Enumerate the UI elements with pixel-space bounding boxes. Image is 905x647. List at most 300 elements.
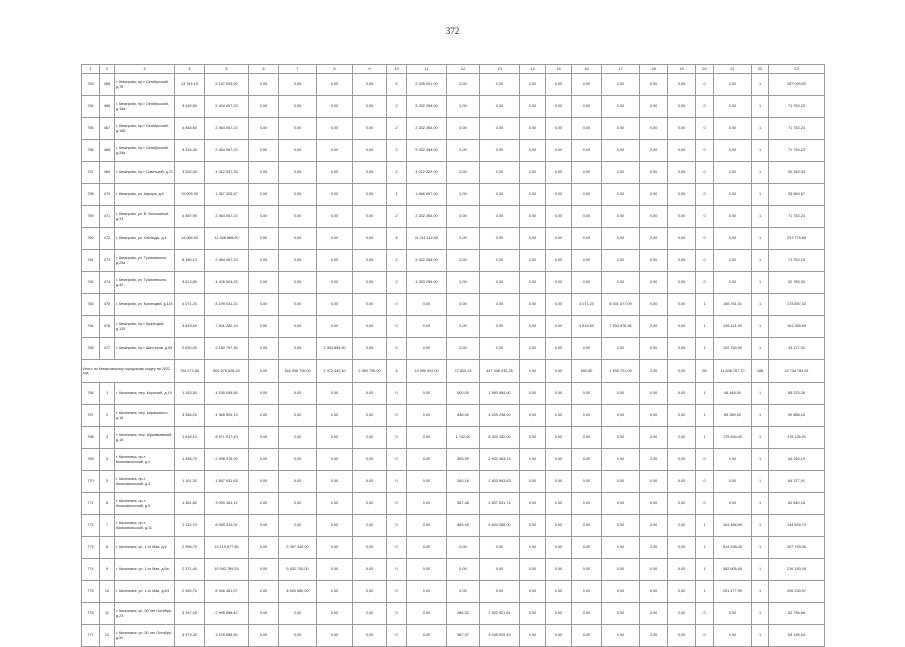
column-number-header: 6 xyxy=(249,65,279,74)
table-cell: 0 xyxy=(387,471,407,493)
table-cell: 0,00 xyxy=(546,316,572,338)
table-cell: 0,00 xyxy=(353,228,387,250)
table-cell: 3 090 181,12 xyxy=(205,493,249,515)
table-cell: 0,00 xyxy=(520,118,546,140)
table-cell: 56 xyxy=(696,360,714,383)
table-cell: 0,00 xyxy=(572,383,602,405)
table-cell: 5 xyxy=(387,74,407,96)
column-number-header: 18 xyxy=(640,65,668,74)
table-cell: 0,00 xyxy=(520,537,546,559)
table-cell: 0,00 xyxy=(520,184,546,206)
table-cell: 466 xyxy=(100,96,115,118)
table-cell: 1 xyxy=(696,338,714,360)
table-cell: 0,00 xyxy=(520,74,546,96)
table-cell: 0,00 xyxy=(249,140,279,162)
table-row xyxy=(82,74,825,96)
table-cell: 0 xyxy=(387,294,407,316)
table-cell: 470 xyxy=(100,184,115,206)
table-cell: 0,00 xyxy=(447,74,480,96)
table-cell: 0 xyxy=(387,581,407,603)
table-cell: 4 333 259,00 xyxy=(407,272,447,294)
column-number-header: 13 xyxy=(480,65,520,74)
table-cell: 0,00 xyxy=(602,272,640,294)
table-cell: 0,00 xyxy=(317,74,353,96)
table-cell: 836,00 xyxy=(447,405,480,427)
table-row xyxy=(82,537,825,559)
table-cell: 0,00 xyxy=(668,96,696,118)
total-label: Итого по Кемеровскому городскому округу на 2022 год xyxy=(82,360,175,383)
table-cell: 0,00 xyxy=(602,537,640,559)
table-cell: 0,00 xyxy=(572,118,602,140)
table-cell: 62 640,18 xyxy=(769,493,825,515)
table-cell: 0,00 xyxy=(480,140,520,162)
table-row xyxy=(82,118,825,140)
table-cell: 0,00 xyxy=(520,360,546,383)
table-cell: 64 377,91 xyxy=(769,471,825,493)
table-cell: 0,00 xyxy=(249,427,279,449)
table-cell: 4 071,20 xyxy=(572,294,602,316)
table-cell: 4 312 537,33 xyxy=(205,162,249,184)
table-cell: 593,99 xyxy=(447,449,480,471)
table-cell: 0,00 xyxy=(714,493,752,515)
table-cell: 0,00 xyxy=(640,581,668,603)
table-cell: 0,00 xyxy=(249,294,279,316)
table-cell: 2 054 859,90 xyxy=(317,338,353,360)
table-cell: 0,00 xyxy=(602,603,640,625)
table-cell: 11 648 767,70 xyxy=(714,360,752,383)
table-cell: 1 xyxy=(696,405,714,427)
table-cell: 0,00 xyxy=(572,206,602,228)
table-cell: 237 775,80 xyxy=(769,228,825,250)
address-cell: г. Киселевск, ул. 50 лет Октября, д.50 xyxy=(115,625,175,647)
table-cell: 0,00 xyxy=(520,603,546,625)
table-cell: 0,00 xyxy=(668,559,696,581)
table-cell: 7 xyxy=(100,515,115,537)
table-cell: 1 xyxy=(752,537,769,559)
table-cell: 0,00 xyxy=(602,493,640,515)
table-cell: 0,00 xyxy=(353,471,387,493)
table-cell: 2 354,70 xyxy=(175,581,205,603)
address-cell: г. Кемерово, ул. В. Волошиной, д.33 xyxy=(115,206,175,228)
table-cell: 0,00 xyxy=(546,603,572,625)
table-cell: 0,00 xyxy=(640,471,668,493)
table-cell: 0,00 xyxy=(249,515,279,537)
table-cell: 0,00 xyxy=(353,427,387,449)
table-cell: 8 946 461,07 xyxy=(205,581,249,603)
table-cell: 0,00 xyxy=(353,118,387,140)
table-cell: 65 289,00 xyxy=(714,405,752,427)
table-cell: 0,00 xyxy=(353,206,387,228)
address-cell: г. Киселевск, пр-т Комсомольский, д.11 xyxy=(115,515,175,537)
table-cell: 0,00 xyxy=(407,537,447,559)
table-cell: 0 xyxy=(387,338,407,360)
table-cell: 0,00 xyxy=(640,228,668,250)
table-cell: 0,00 xyxy=(546,625,572,647)
table-cell: 0,00 xyxy=(279,603,317,625)
table-cell: 0,00 xyxy=(668,338,696,360)
table-cell: 767 xyxy=(82,405,100,427)
table-cell: 8 671 917,43 xyxy=(205,427,249,449)
address-cell: г. Кемерово, пр-т Октябрьский, д.28а xyxy=(115,140,175,162)
table-cell: 0,00 xyxy=(714,625,752,647)
table-cell: 0 xyxy=(696,206,714,228)
table-cell: 0,00 xyxy=(447,228,480,250)
table-cell: 0,00 xyxy=(572,228,602,250)
table-cell: 0,00 xyxy=(317,449,353,471)
table-cell: 467 xyxy=(100,118,115,140)
table-cell: 5 332 354,00 xyxy=(407,140,447,162)
table-cell: 35 569,67 xyxy=(769,184,825,206)
table-cell: 2 xyxy=(387,206,407,228)
table-cell: 0,00 xyxy=(279,140,317,162)
table-cell: 0,00 xyxy=(520,272,546,294)
table-cell: 8 031 477,09 xyxy=(602,294,640,316)
table-cell: 0,00 xyxy=(668,515,696,537)
table-cell: 0,00 xyxy=(353,383,387,405)
table-cell: 19 990 002,00 xyxy=(407,360,447,383)
table-cell: 9 252,30 xyxy=(175,162,205,184)
table-cell: 0,00 xyxy=(640,427,668,449)
table-cell: 0 xyxy=(387,405,407,427)
table-cell: 0,00 xyxy=(572,427,602,449)
table-cell: 1 xyxy=(752,96,769,118)
table-cell: 46 448,00 xyxy=(714,383,752,405)
table-cell: 0,00 xyxy=(317,625,353,647)
table-cell: 0,00 xyxy=(546,449,572,471)
table-cell: 0,00 xyxy=(249,537,279,559)
table-cell: 0,00 xyxy=(668,537,696,559)
table-cell: 0,00 xyxy=(714,250,752,272)
table-cell: 0,00 xyxy=(572,162,602,184)
column-number-header: 15 xyxy=(546,65,572,74)
table-cell: 0,00 xyxy=(480,581,520,603)
table-cell: 0,00 xyxy=(249,228,279,250)
table-cell: 6 xyxy=(100,493,115,515)
table-body xyxy=(82,65,825,647)
table-cell: 0,00 xyxy=(546,559,572,581)
table-cell: 72 500,13 xyxy=(447,360,480,383)
table-cell: 5 332 354,00 xyxy=(407,250,447,272)
table-cell: 0,00 xyxy=(668,360,696,383)
table-cell: 0 xyxy=(696,250,714,272)
table-cell: 0,00 xyxy=(546,118,572,140)
column-number-header: 4 xyxy=(175,65,205,74)
table-cell: 0,00 xyxy=(602,250,640,272)
table-cell: 0,00 xyxy=(353,559,387,581)
table-cell: 0,00 xyxy=(480,559,520,581)
table-cell: 0,00 xyxy=(249,383,279,405)
table-cell: 0,00 xyxy=(249,625,279,647)
table-cell: 0,00 xyxy=(546,162,572,184)
table-cell: 0,00 xyxy=(572,559,602,581)
table-cell: 883,00 xyxy=(447,515,480,537)
table-cell: 0,00 xyxy=(602,118,640,140)
table-cell: 2 837 541,74 xyxy=(480,493,520,515)
table-cell: 0,00 xyxy=(353,162,387,184)
table-cell: 2 464 067,23 xyxy=(205,140,249,162)
table-cell: 0,00 xyxy=(714,228,752,250)
table-row xyxy=(82,383,825,405)
table-cell: 0,00 xyxy=(714,471,752,493)
table-cell: 0,00 xyxy=(520,383,546,405)
table-cell: 0,00 xyxy=(668,405,696,427)
table-cell: 0 xyxy=(387,316,407,338)
table-cell: 71 753,23 xyxy=(769,118,825,140)
table-cell: 1 xyxy=(752,162,769,184)
table-row xyxy=(82,338,825,360)
address-cell: г. Кемерово, пр-т Октябрьский, д.78 xyxy=(115,74,175,96)
table-cell: 8 199 031,22 xyxy=(205,294,249,316)
table-cell: 600,00 xyxy=(447,383,480,405)
table-cell: 1 xyxy=(752,515,769,537)
table-cell: 64 916,19 xyxy=(769,449,825,471)
table-cell: 0,00 xyxy=(546,206,572,228)
address-cell: г. Кемерово, пр-т Кузнецкий, д.130 xyxy=(115,316,175,338)
table-cell: 5 332 354,00 xyxy=(407,96,447,118)
table-cell: 1 xyxy=(752,427,769,449)
table-cell: 0,00 xyxy=(640,383,668,405)
address-cell: г. Кемерово, ул. Аврора, д.6 xyxy=(115,184,175,206)
table-cell: 0,00 xyxy=(546,272,572,294)
table-cell: 0,00 xyxy=(407,449,447,471)
table-cell: 9 432 700,00 xyxy=(279,559,317,581)
table-cell: 173 887,02 xyxy=(769,294,825,316)
table-row xyxy=(82,515,825,537)
table-cell: 0,00 xyxy=(317,294,353,316)
table-cell: 0,00 xyxy=(546,140,572,162)
table-cell: 0,00 xyxy=(546,338,572,360)
table-cell: 0,00 xyxy=(317,383,353,405)
table-cell: 0,00 xyxy=(317,250,353,272)
table-cell: 1 667 931,63 xyxy=(205,471,249,493)
table-cell: 0,00 xyxy=(480,338,520,360)
table-cell: 161 265,89 xyxy=(769,316,825,338)
table-cell: 4 222 222,00 xyxy=(407,162,447,184)
table-cell: 2 616,10 xyxy=(175,427,205,449)
table-cell: 1 742,00 xyxy=(447,427,480,449)
table-cell: 567,48 xyxy=(447,493,480,515)
table-cell: 0 xyxy=(387,625,407,647)
table-row xyxy=(82,96,825,118)
table-cell: 0,00 xyxy=(447,118,480,140)
table-cell: 0,00 xyxy=(317,559,353,581)
table-cell: 762 xyxy=(82,272,100,294)
table-cell: 1 xyxy=(696,581,714,603)
table-cell: 0,00 xyxy=(602,559,640,581)
table-cell: 0,00 xyxy=(353,405,387,427)
table-cell: 1 xyxy=(100,383,115,405)
table-cell: 3 819,50 xyxy=(572,316,602,338)
table-cell: 1 xyxy=(752,272,769,294)
column-number-header: 3 xyxy=(115,65,175,74)
table-cell: 0,00 xyxy=(407,559,447,581)
table-cell: 0,00 xyxy=(714,206,752,228)
table-cell: 0,00 xyxy=(279,74,317,96)
table-cell: 0,00 xyxy=(279,272,317,294)
table-cell: 0 xyxy=(696,493,714,515)
table-cell: 3 167,00 xyxy=(175,603,205,625)
table-cell: 0,00 xyxy=(520,250,546,272)
table-cell: 0,00 xyxy=(714,96,752,118)
table-cell: 3 366,20 xyxy=(175,405,205,427)
table-cell: 0,00 xyxy=(407,515,447,537)
table-cell: 1 358,70 xyxy=(175,449,205,471)
table-cell: 0,00 xyxy=(602,162,640,184)
table-cell: 0,00 xyxy=(668,162,696,184)
address-cell: г. Кемерово, ул. Тухачевского, д.25а xyxy=(115,250,175,272)
table-cell: 0,00 xyxy=(279,625,317,647)
table-cell: 0,00 xyxy=(714,162,752,184)
table-cell: 0,00 xyxy=(317,118,353,140)
table-cell: 0,00 xyxy=(668,383,696,405)
table-cell: 0 xyxy=(696,96,714,118)
table-cell: 0,00 xyxy=(602,427,640,449)
table-cell: 5 834 268,00 xyxy=(480,515,520,537)
table-cell: 4 xyxy=(100,449,115,471)
table-cell: 0,00 xyxy=(249,206,279,228)
table-cell: 0,00 xyxy=(447,338,480,360)
table-cell: 759 xyxy=(82,206,100,228)
address-cell: г. Кемерово, пр-т Шахтеров, д.59 xyxy=(115,338,175,360)
table-cell: 1 xyxy=(752,405,769,427)
table-cell: 2 464 067,23 xyxy=(205,118,249,140)
table-cell: 0,00 xyxy=(249,118,279,140)
table-cell: 5 045,50 xyxy=(175,96,205,118)
table-cell: 757 xyxy=(82,162,100,184)
table-cell: 0,00 xyxy=(640,316,668,338)
table-row xyxy=(82,272,825,294)
table-cell: 71 753,23 xyxy=(769,206,825,228)
table-cell: 2 332 354,00 xyxy=(407,118,447,140)
table-cell: 0,00 xyxy=(317,581,353,603)
table-cell: 71 753,23 xyxy=(769,250,825,272)
table-cell: 7 841 282,19 xyxy=(205,316,249,338)
table-cell: 474 xyxy=(100,272,115,294)
table-cell: 0,00 xyxy=(353,625,387,647)
column-number-header: 22 xyxy=(752,65,769,74)
table-cell: 0,00 xyxy=(572,405,602,427)
table-cell: 0,00 xyxy=(668,427,696,449)
table-cell: 777 xyxy=(82,625,100,647)
table-cell: 0,00 xyxy=(602,338,640,360)
table-cell: 154 398 700,00 xyxy=(279,360,317,383)
table-cell: 11 111 112,00 xyxy=(407,228,447,250)
table-cell: 1 xyxy=(752,493,769,515)
table-cell: 175 640,00 xyxy=(714,427,752,449)
table-cell: 0,00 xyxy=(480,96,520,118)
table-row xyxy=(82,405,825,427)
table-cell: 0,00 xyxy=(447,316,480,338)
table-cell: 0,00 xyxy=(279,515,317,537)
column-number-header: 19 xyxy=(668,65,696,74)
table-cell: 0,00 xyxy=(668,493,696,515)
table-cell: 771 xyxy=(82,493,100,515)
table-cell: 0,00 xyxy=(668,118,696,140)
table-cell: 71 753,23 xyxy=(769,140,825,162)
table-cell: 2 xyxy=(387,96,407,118)
table-cell: 0,00 xyxy=(572,581,602,603)
table-cell: 0 xyxy=(696,625,714,647)
table-cell: 582 905,40 xyxy=(714,559,752,581)
table-cell: 156 761,01 xyxy=(714,294,752,316)
table-cell: 0,00 xyxy=(520,493,546,515)
table-cell: 0,00 xyxy=(447,250,480,272)
table-cell: 1 xyxy=(752,140,769,162)
table-row xyxy=(82,294,825,316)
table-cell: 4 155 045,56 xyxy=(205,383,249,405)
table-cell: 0,00 xyxy=(668,206,696,228)
table-cell: 4 365 594,13 xyxy=(205,405,249,427)
table-cell: 465 xyxy=(100,74,115,96)
table-cell: 0,00 xyxy=(249,272,279,294)
table-row xyxy=(82,228,825,250)
table-cell: 0,00 xyxy=(546,228,572,250)
table-cell: 0,00 xyxy=(640,537,668,559)
table-cell: 0,00 xyxy=(520,140,546,162)
table-cell: 0,00 xyxy=(447,559,480,581)
table-cell: 5 404 607,23 xyxy=(205,96,249,118)
table-cell: 754 xyxy=(82,96,100,118)
table-cell: 0,00 xyxy=(447,272,480,294)
total-row xyxy=(82,360,825,383)
table-cell: 0 xyxy=(387,427,407,449)
table-cell: 0,00 xyxy=(520,96,546,118)
table-cell: 1 xyxy=(696,537,714,559)
table-cell: 2 112,70 xyxy=(175,515,205,537)
table-cell: 0,00 xyxy=(640,272,668,294)
table-cell: 0,00 xyxy=(480,537,520,559)
table-cell: 0,00 xyxy=(572,74,602,96)
table-cell: 0,00 xyxy=(602,140,640,162)
table-cell: 0,00 xyxy=(353,184,387,206)
table-cell: 0,00 xyxy=(668,228,696,250)
table-cell: 0,00 xyxy=(714,184,752,206)
table-cell: 0,00 xyxy=(520,162,546,184)
address-cell: г. Кемерово, ул. Тухачевского, д.49 xyxy=(115,272,175,294)
table-row xyxy=(82,316,825,338)
table-cell: 2 932 463,13 xyxy=(480,449,520,471)
table-cell: 0,00 xyxy=(353,603,387,625)
table-cell: 10 119 677,96 xyxy=(205,537,249,559)
table-cell: 468 xyxy=(100,140,115,162)
table-cell: 216 183,49 xyxy=(769,559,825,581)
table-row xyxy=(82,206,825,228)
table-cell: 0,00 xyxy=(520,405,546,427)
column-number-header: 16 xyxy=(572,65,602,74)
table-cell: 760 xyxy=(82,228,100,250)
table-cell: 0,00 xyxy=(640,162,668,184)
table-cell: 1 xyxy=(752,294,769,316)
table-cell: 90 315,33 xyxy=(769,162,825,184)
table-cell: 0,00 xyxy=(407,581,447,603)
table-cell: 0,00 xyxy=(480,316,520,338)
table-cell: 0,00 xyxy=(407,338,447,360)
table-cell: 134 629,74 xyxy=(769,515,825,537)
table-cell: 62 736,66 xyxy=(769,603,825,625)
table-cell: 763 xyxy=(82,294,100,316)
table-cell: 0,00 xyxy=(546,493,572,515)
table-cell: 0,00 xyxy=(640,559,668,581)
address-cell: г. Киселевск, пр-т Комсомольский, д.9 xyxy=(115,493,175,515)
table-cell: 0,00 xyxy=(407,316,447,338)
address-cell: г. Кемерово, пр-т Советский, д.71 xyxy=(115,162,175,184)
table-cell: 0,00 xyxy=(317,515,353,537)
table-cell: 0 xyxy=(696,449,714,471)
table-cell: 4 848,60 xyxy=(175,118,205,140)
table-cell: 11 xyxy=(100,603,115,625)
table-cell: 0,00 xyxy=(447,96,480,118)
table-cell: 768 xyxy=(82,427,100,449)
